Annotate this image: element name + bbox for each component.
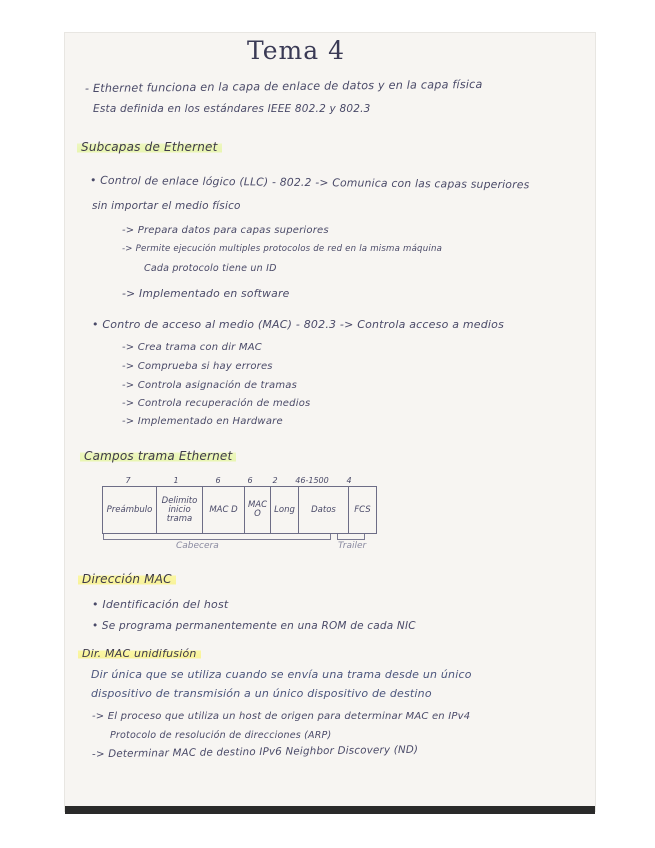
field-preambulo: Preámbulo [103, 487, 157, 533]
mac-line-1: • Contro de acceso al medio (MAC) - 802.3 -> Controla acceso a medios [92, 318, 505, 331]
mac-item-4: -> Controla recuperación de medios [122, 398, 311, 409]
llc-item-3: Cada protocolo tiene un ID [144, 263, 277, 274]
llc-item-1: -> Prepara datos para capas superiores [122, 225, 329, 236]
field-datos: Datos [299, 487, 349, 533]
unidifusion-line-1: Dir única que se utiliza cuando se envía una trama desde un único [91, 668, 472, 681]
field-size-fcs: 4 [346, 476, 352, 485]
mac-item-3: -> Controla asignación de tramas [122, 380, 297, 391]
field-size-datos: 46-1500 [295, 476, 329, 485]
section-heading-campos: Campos trama Ethernet [80, 449, 236, 463]
intro-line-1: - Ethernet funciona en la capa de enlace de datos y en la capa física [84, 77, 483, 96]
field-mac-o: MAC O [245, 487, 271, 533]
trailer-brace [337, 534, 365, 540]
llc-line-1: • Control de enlace lógico (LLC) - 802.2 -> Comunica con las capas superiores [89, 173, 530, 192]
unidifusion-arrow-1b: Protocolo de resolución de direcciones (ARP) [110, 730, 332, 741]
field-size-preambulo: 7 [125, 476, 131, 485]
trailer-label: Trailer [338, 541, 367, 551]
field-size-mac-o: 6 [247, 476, 253, 485]
section-heading-subcapas: Subcapas de Ethernet [77, 140, 222, 154]
field-fcs: FCS [354, 504, 371, 515]
section-heading-unidifusion: Dir. MAC unidifusión [78, 647, 201, 660]
page-title: Tema 4 [247, 36, 345, 65]
unidifusion-line-2: dispositivo de transmisión a un único dispositivo de destino [91, 687, 432, 700]
ethernet-frame-diagram [102, 486, 377, 534]
field-delimitador: Delimito inicio trama [157, 487, 203, 533]
field-long: Long [271, 487, 299, 533]
intro-line-2: Esta definida en los estándares IEEE 802.2 y 802.3 [93, 103, 371, 115]
field-size-mac-d: 6 [215, 476, 221, 485]
field-size-long: 2 [272, 476, 278, 485]
mac-item-5: -> Implementado en Hardware [122, 416, 283, 427]
mac-item-2: -> Comprueba si hay errores [122, 361, 273, 372]
cabecera-label: Cabecera [176, 541, 219, 551]
direccion-item-1: • Identificación del host [92, 598, 229, 611]
unidifusion-arrow-1: -> El proceso que utiliza un host de origen para determinar MAC en IPv4 [92, 711, 471, 722]
section-heading-direccion-mac: Dirección MAC [78, 572, 176, 586]
llc-line-2: sin importar el medio físico [92, 200, 241, 212]
cabecera-brace [103, 534, 331, 540]
unidifusion-arrow-2: -> Determinar MAC de destino IPv6 Neighbor Discovery (ND) [91, 743, 419, 761]
page-bottom-edge [65, 806, 595, 814]
field-size-delimitador: 1 [173, 476, 179, 485]
llc-item-2: -> Permite ejecución multiples protocolos de red en la misma máquina [122, 244, 443, 254]
direccion-item-2: • Se programa permanentemente en una ROM de cada NIC [92, 620, 416, 632]
mac-item-1: -> Crea trama con dir MAC [122, 342, 262, 353]
llc-item-4: -> Implementado en software [122, 287, 290, 300]
field-mac-d: MAC D [203, 487, 245, 533]
